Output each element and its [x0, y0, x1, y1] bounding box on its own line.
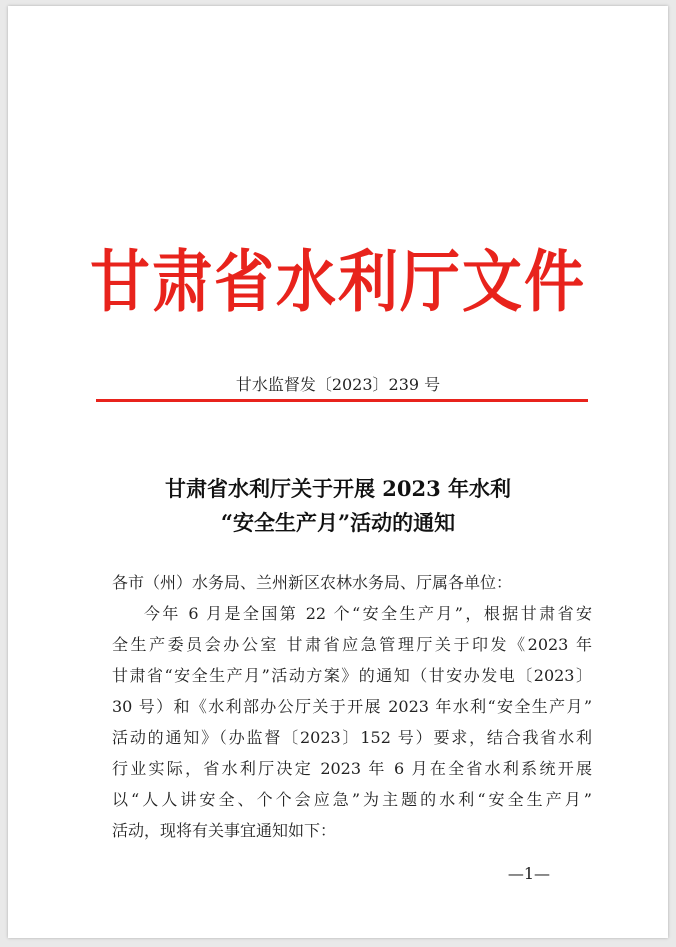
paragraph-line: 行业实际，省水利厅决定 2023 年 6 月在全省水利系统开展 [112, 759, 592, 778]
paragraph-line: 甘肃省“安全生产月”活动方案》的通知（甘安办发电〔2023〕 [112, 666, 592, 685]
notice-title-line-2: “安全生产月”活动的通知 [220, 510, 456, 535]
paragraph-line: 全生产委员会办公室 甘肃省应急管理厅关于印发《2023 年 [112, 635, 592, 654]
paragraph-line: 活动的通知》（办监督〔2023〕152 号）要求，结合我省水利 [112, 728, 592, 747]
notice-title [8, 472, 668, 540]
document-page [8, 6, 668, 938]
document-body [112, 567, 592, 846]
recipient-line: 各市（州）水务局、兰州新区农林水务局、厅属各单位： [112, 573, 513, 592]
document-number: 甘水监督发〔2023〕239 号 [235, 375, 441, 394]
paragraph-line: 30 号）和《水利部办公厅关于开展 2023 年水利“安全生产月” [112, 697, 592, 716]
paragraph-line: 今年 6 月是全国第 22 个“安全生产月”，根据甘肃省安 [144, 604, 592, 623]
paragraph-line: 以“人人讲安全、个个会应急”为主题的水利“安全生产月” [112, 790, 592, 809]
red-divider-line [96, 399, 588, 402]
paragraph-line: 活动，现将有关事宜通知如下： [112, 821, 337, 840]
document-header-title: 甘肃省水利厅文件 [90, 243, 586, 322]
page-number: —1— [507, 864, 550, 883]
notice-title-line-1: 甘肃省水利厅关于开展 2023 年水利 [164, 476, 512, 501]
